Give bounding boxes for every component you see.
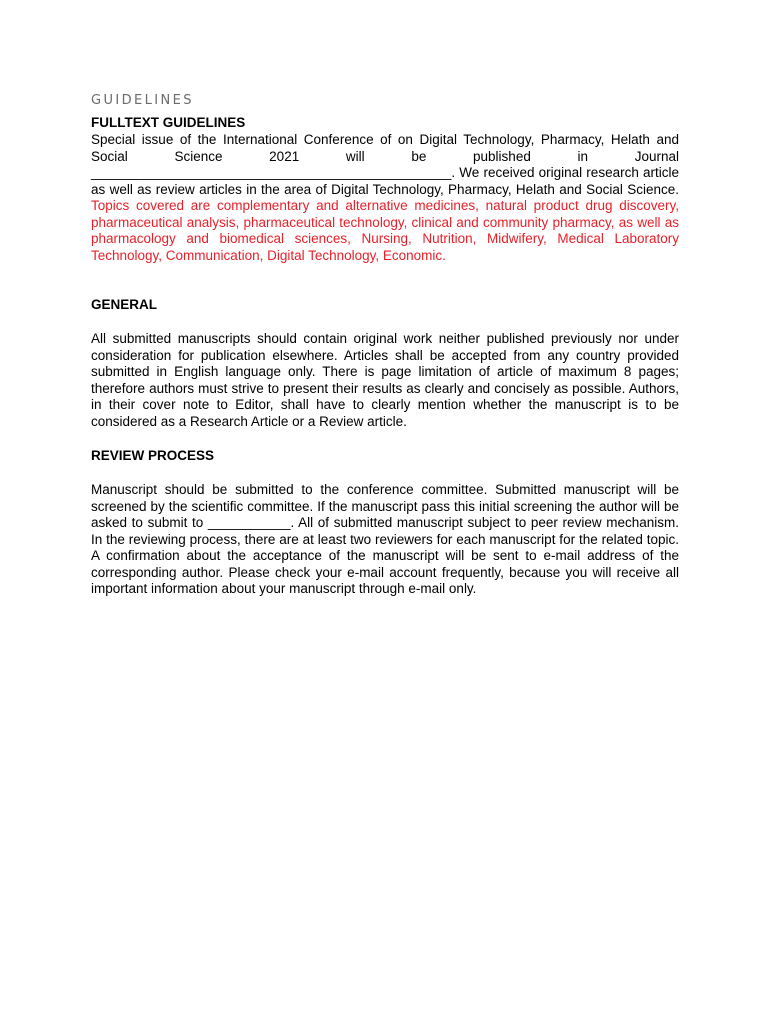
fulltext-intro-text: Special issue of the International Conference of on Digital Technology, Pharmacy, Helath and Social Science 2021 will be published in Journal ________________________________________________. We received original research article as well as review articles in the area of Digital Technology, Pharmacy, Helath and Social Science. bbox=[91, 132, 679, 197]
review-process-paragraph: Manuscript should be submitted to the conference committee. Submitted manuscript will be screened by the scientific committee. If the manuscript pass this initial screening the author will be asked to submit to ___________. All of submitted manuscript subject to peer review mechanism. In the reviewing process, there are at least two reviewers for each manuscript for the related topic. A confirmation about the acceptance of the manuscript will be sent to e-mail address of the corresponding author. Please check your e-mail account frequently, because you will receive all important information about your manuscript through e-mail only. bbox=[91, 482, 679, 596]
document-header-label: GUIDELINES bbox=[91, 93, 194, 108]
review-process-heading: REVIEW PROCESS bbox=[91, 448, 215, 463]
fulltext-guidelines-paragraph bbox=[91, 132, 679, 264]
general-paragraph: All submitted manuscripts should contain original work neither published previously nor under consideration for publication elsewhere. Articles shall be accepted from any country provided submitted in English language only. There is page limitation of article of maximum 8 pages; therefore authors must strive to present their results as clearly and concisely as possible. Authors, in their cover note to Editor, shall have to clearly mention whether the manuscript is to be considered as a Research Article or a Review article. bbox=[91, 331, 679, 429]
fulltext-guidelines-heading: FULLTEXT GUIDELINES bbox=[91, 115, 246, 130]
general-heading: GENERAL bbox=[91, 297, 158, 312]
topics-covered-text: Topics covered are complementary and alternative medicines, natural product drug discovery, pharmaceutical analysis, pharmaceutical technology, clinical and community pharmacy, as well as pharmacology and biomedical sciences, Nursing, Nutrition, Midwifery, Medical Laboratory Technology, Communication, Digital Technology, Economic. bbox=[91, 198, 679, 263]
